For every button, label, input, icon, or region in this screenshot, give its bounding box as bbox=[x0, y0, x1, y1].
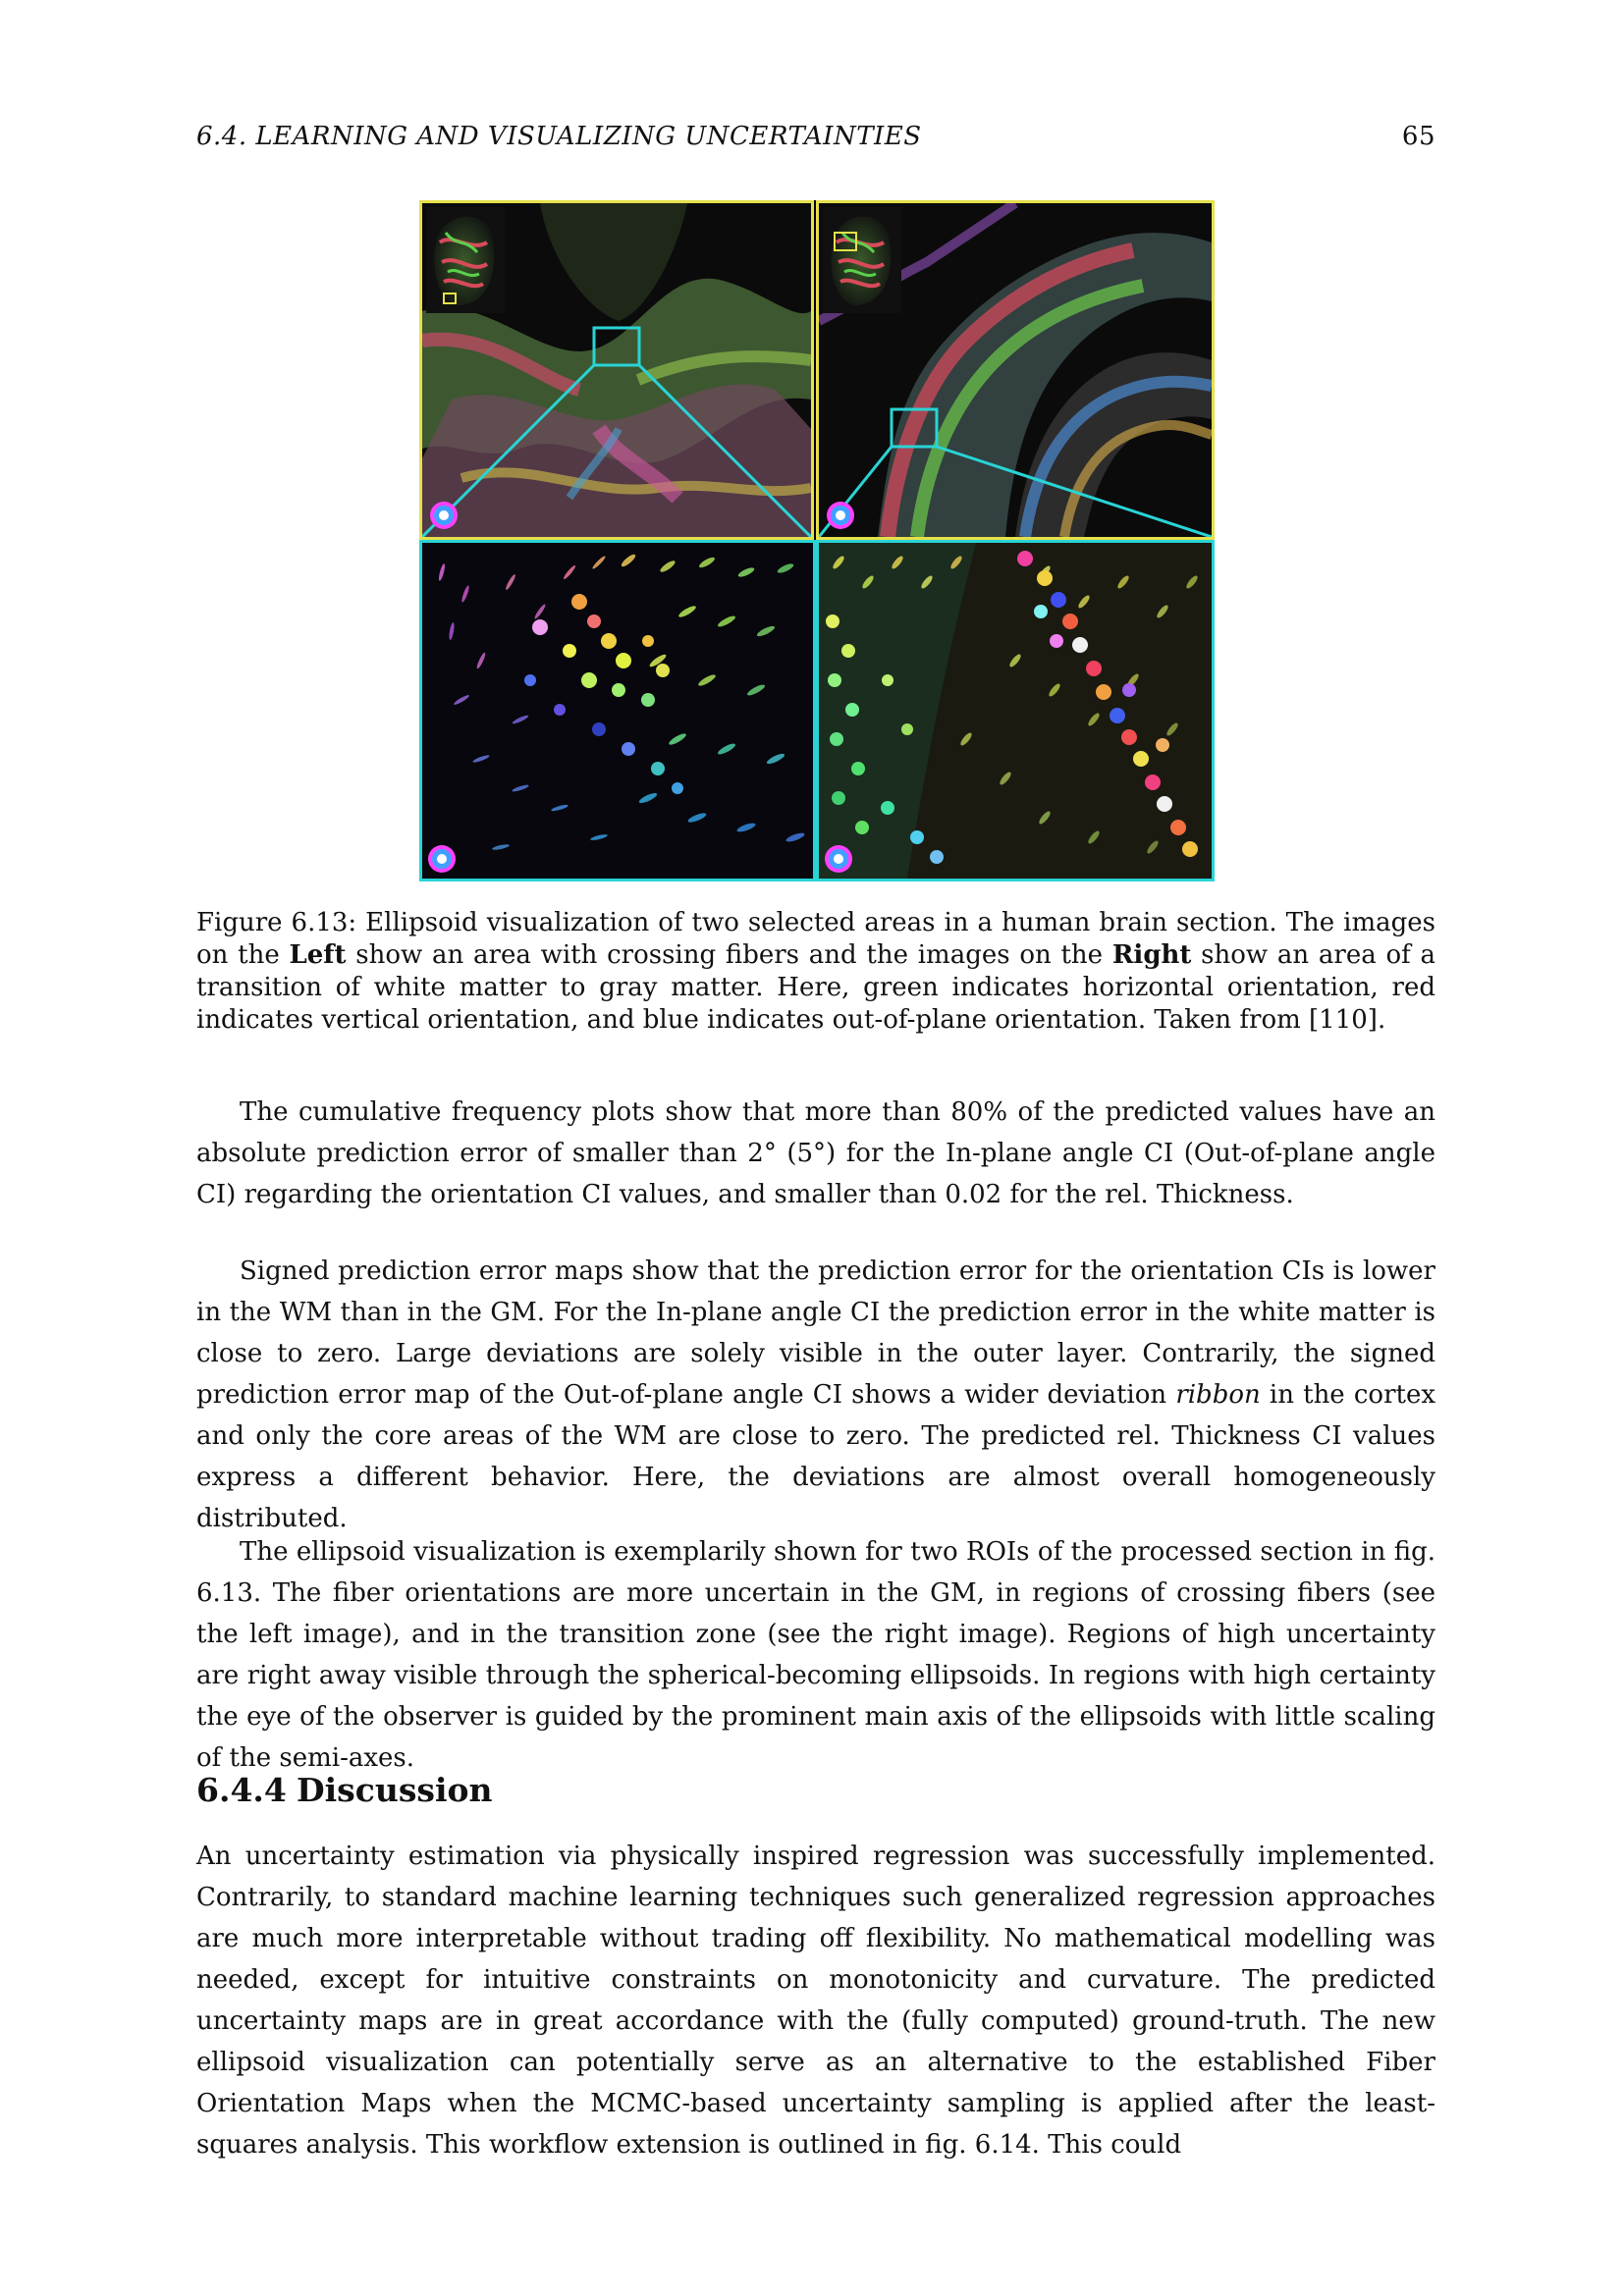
overview-right-image bbox=[819, 203, 1212, 537]
figure-ellipsoid-visualization bbox=[419, 200, 1215, 881]
section-heading-discussion bbox=[196, 1771, 1435, 1809]
panel-ellipsoids-right bbox=[816, 540, 1215, 881]
caption-right-word: Right bbox=[1111, 940, 1192, 970]
caption-left-word: Left bbox=[289, 940, 347, 970]
running-header bbox=[196, 122, 1435, 161]
p2-text-a: Signed prediction error maps show that the prediction error for the orientation CIs is lower in the WM than in the GM. For the In-plane angle CI the prediction error in the white matter is close to zero. Large deviations are solely visible in the outer layer. Contrarily, the signed prediction error map of the Out-of-plane angle CI shows a wider deviation bbox=[196, 1256, 1435, 1410]
running-title: 6.4. LEARNING AND VISUALIZING UNCERTAINTIES bbox=[196, 122, 922, 151]
section-number: 6.4.4 bbox=[196, 1771, 287, 1809]
caption-suffix: show an area of a transition of white matter to gray matter. Here, green indicates horizontal orientation, red indicates vertical orientation, and blue indicates out-of-plane orientation. Taken from [110]. bbox=[196, 940, 1435, 1035]
panel-overview-right bbox=[816, 200, 1215, 540]
panel-ellipsoids-left bbox=[419, 540, 816, 881]
paragraph-ellipsoid-visualization: The ellipsoid visualization is exemplarily shown for two ROIs of the processed section in fig. 6.13. The fiber orientations are more uncertain in the GM, in regions of crossing fibers (see the left image), and in the transition zone (see the right image). Regions of high uncertainty are right away visible through the spherical-becoming ellipsoids. In regions with high certainty the eye of the observer is guided by the prominent main axis of the ellipsoids with little scaling of the semi-axes. bbox=[196, 1537, 1435, 1773]
ellipsoids-right-image bbox=[819, 543, 1212, 879]
p2-emphasis: ribbon bbox=[1175, 1380, 1261, 1410]
section-title: Discussion bbox=[297, 1771, 493, 1809]
ellipsoids-left-image bbox=[422, 543, 813, 879]
paragraph-cumulative-frequency: The cumulative frequency plots show that more than 80% of the predicted values have an absolute prediction error of smaller than 2° (5°) for the In-plane angle CI (Out-of-plane angle CI) regarding the orientation CI values, and smaller than 0.02 for the rel. Thickness. bbox=[196, 1097, 1435, 1209]
paragraph-signed-error-maps bbox=[196, 1251, 1435, 1539]
panel-overview-left bbox=[419, 200, 814, 540]
figure-caption bbox=[196, 907, 1435, 1037]
p2-text-b: in the cortex and only the core areas of the WM are close to zero. The predicted rel. Thickness CI values express a different behavior. Here, the deviations are almost overall homogeneously distributed. bbox=[196, 1380, 1435, 1533]
paragraph-discussion: An uncertainty estimation via physically inspired regression was successfully implemented. Contrarily, to standard machine learning techniques such generalized regression approaches are much more interpretable without trading off flexibility. No mathematical modelling was needed, except for intuitive constraints on monotonicity and curvature. The predicted uncertainty maps are in great accordance with the (fully computed) ground-truth. The new ellipsoid visualization can potentially serve as an alternative to the established Fiber Orientation Maps when the MCMC-based uncertainty sampling is applied after the least-squares analysis. This workflow extension is outlined in fig. 6.14. This could bbox=[196, 1842, 1435, 2160]
caption-prefix: Figure 6.13: Ellipsoid visualization of two selected areas in a human brain section. The images on the bbox=[196, 908, 1435, 970]
page-number: 65 bbox=[1401, 122, 1435, 151]
caption-middle: show an area with crossing fibers and the images on the bbox=[346, 940, 1112, 970]
overview-left-image bbox=[422, 203, 811, 537]
